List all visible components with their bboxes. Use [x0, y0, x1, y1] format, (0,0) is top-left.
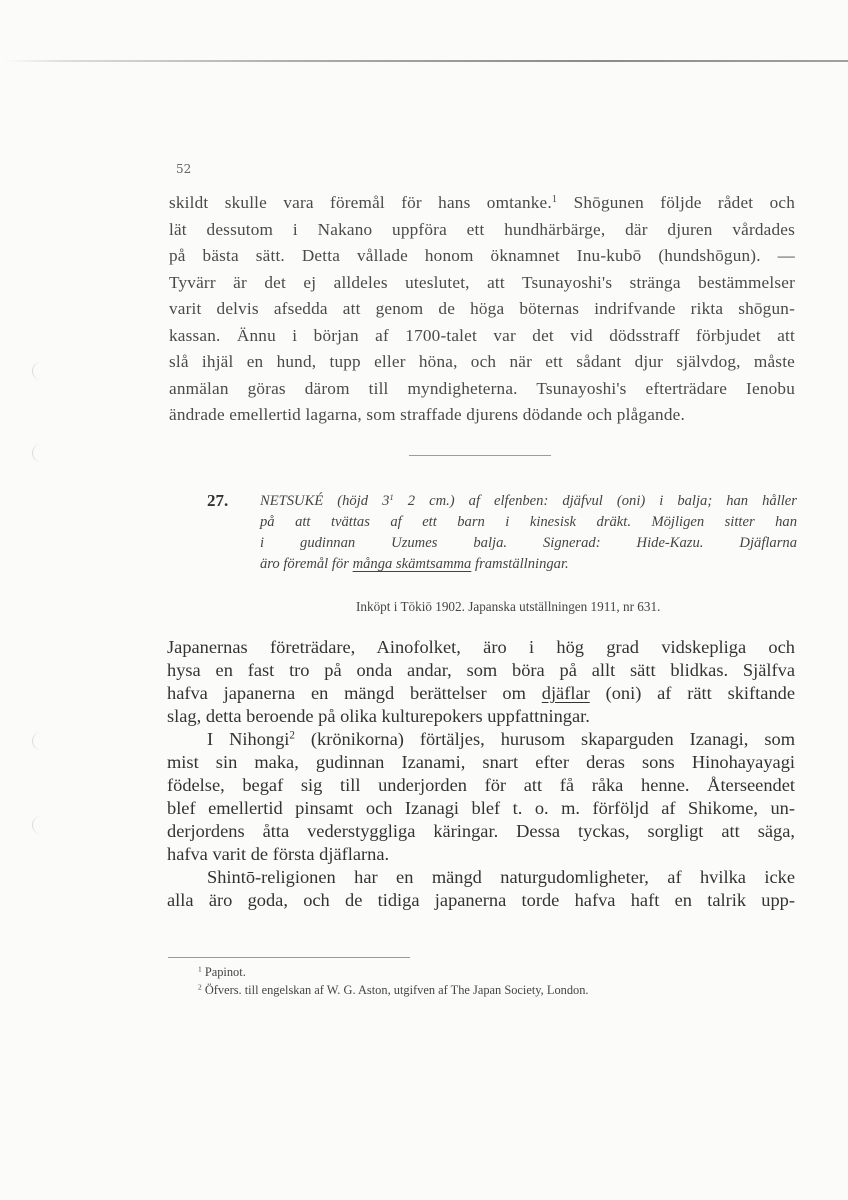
- text-line: derjordens åtta vederstyggliga käringar. Dessa tyckas, sorgligt att säga,: [167, 821, 795, 841]
- text-line: slå ihjäl en hund, tupp eller höna, och när ett sådant djur självdog, måste: [169, 352, 795, 371]
- footnote: $^1$ Papinot.: [198, 964, 246, 979]
- text-line: hafva varit de första djäflarna.: [167, 844, 390, 864]
- caption-line: äro föremål för många skämtsamma framställningar.: [260, 556, 569, 572]
- binding-hole-mark: [32, 444, 43, 462]
- main-text: [167, 636, 795, 912]
- text-line: blef emellertid pinsamt och Izanagi blef t. o. m. förföljd af Shikome, un-: [167, 798, 795, 818]
- text-line: I Nihongi$^2$ (krönikorna) förtäljes, hurusom skaparguden Izanagi, som: [207, 729, 795, 749]
- page-number: 52: [176, 162, 192, 176]
- paragraph-continued: [169, 190, 795, 429]
- caption-line: NETSUKÉ (höjd $3^1$ 2 cm.) af elfenben: djäfvul (oni) i balja; han håller: [260, 491, 797, 509]
- text-line: alla äro goda, och de tidiga japanerna torde hafva haft en talrik upp-: [167, 890, 795, 910]
- text-line: ändrade emellertid lagarna, som straffade djurens dödande och plågande.: [169, 405, 685, 424]
- top-edge-rule: [0, 60, 848, 62]
- text-line: hysa en fast tro på onda andar, som böra på allt sätt blidkas. Själfva: [167, 660, 795, 680]
- text-line: Shintō-religionen har en mängd naturgudomligheter, af hvilka icke: [207, 867, 795, 887]
- text-line: mist sin maka, gudinnan Izanami, snart efter deras sons Hinohayayagi: [167, 752, 795, 772]
- text-line: födelse, begaf sig till underjorden för att få råka henne. Återseendet: [167, 775, 795, 795]
- footnote: $^2$ Öfvers. till engelskan af W. G. Aston, utgifven af The Japan Society, London.: [198, 982, 589, 997]
- provenance-note: Inköpt i Tōkiō 1902. Japanska utställningen 1911, nr 631.: [356, 599, 661, 614]
- text-line: anmälan göras därom till myndigheterna. Tsunayoshi's efterträdare Ienobu: [169, 378, 795, 398]
- footnotes: [198, 963, 758, 999]
- binding-hole-mark: [32, 816, 43, 834]
- catalogue-number: 27.: [207, 491, 229, 510]
- text-line: kassan. Ännu i början af 1700-talet var det vid dödsstraff förbjudet att: [169, 325, 795, 345]
- text-line: Tyvärr är det ej alldeles uteslutet, att Tsunayoshi's stränga bestämmelser: [169, 272, 795, 292]
- text-line: på bästa sätt. Detta vållade honom öknamnet Inu-kubō (hundshōgun). —: [169, 246, 795, 265]
- binding-hole-mark: [32, 362, 43, 380]
- text-line: hafva japanerna en mängd berättelser om djäflar (oni) af rätt skiftande: [167, 683, 795, 703]
- text-line: skildt skulle vara föremål för hans omtanke.$^1$ Shōgunen följde rådet och: [169, 193, 795, 212]
- section-divider: [409, 455, 551, 456]
- caption-line: på att tvättas af ett barn i kinesisk dräkt. Möjligen sitter han: [260, 514, 797, 530]
- footnote-rule: [168, 957, 410, 958]
- catalogue-entry: [260, 491, 797, 575]
- text-line: slag, detta beroende på olika kulturepokers uppfattningar.: [167, 706, 590, 726]
- binding-hole-mark: [32, 732, 43, 750]
- caption-line: i gudinnan Uzumes balja. Signerad: Hide-Kazu. Djäflarna: [260, 535, 797, 551]
- catalogue-title: NETSUKÉ: [260, 493, 324, 509]
- text-line: varit delvis afsedda att genom de höga böternas indrifvande rikta shōgun-: [169, 299, 795, 318]
- text-line: Japanernas företrädare, Ainofolket, äro i hög grad vidskepliga och: [167, 637, 795, 657]
- text-line: lät dessutom i Nakano uppföra ett hundhärbärge, där djuren vårdades: [169, 219, 795, 239]
